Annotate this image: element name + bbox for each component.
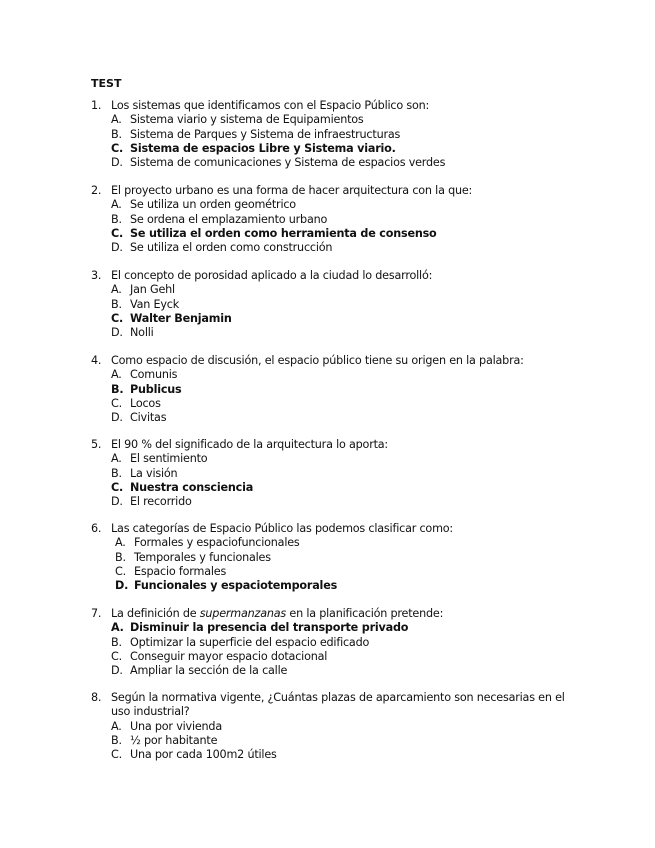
- question-number: 7.: [91, 607, 102, 620]
- option-letter: B.: [111, 127, 122, 141]
- option-letter: D.: [111, 495, 123, 509]
- option-d: [91, 411, 571, 425]
- option-letter: D.: [111, 326, 123, 340]
- options-list: [91, 621, 571, 678]
- option-b: [91, 298, 571, 312]
- option-text: Civitas: [130, 411, 167, 425]
- option-d: [91, 326, 571, 340]
- option-letter: D.: [111, 241, 123, 255]
- question-7: [91, 607, 571, 678]
- option-text: Nuestra consciencia: [130, 480, 254, 494]
- option-c: [95, 565, 571, 579]
- option-text: Se ordena el emplazamiento urbano: [130, 212, 328, 226]
- question-1: [91, 99, 571, 170]
- option-letter: B.: [111, 734, 122, 748]
- option-letter: B.: [115, 550, 126, 564]
- option-c-correct: [91, 142, 571, 156]
- option-d: [91, 241, 571, 255]
- option-letter: B.: [111, 382, 124, 396]
- option-text: Sistema viario y sistema de Equipamientos: [130, 113, 364, 127]
- option-letter: A.: [111, 621, 124, 635]
- options-list: [91, 283, 571, 340]
- option-b-correct: [91, 383, 571, 397]
- question-6: [91, 522, 571, 593]
- option-text: Funcionales y espaciotemporales: [134, 579, 338, 593]
- option-a-correct: [91, 621, 571, 635]
- option-b: [91, 213, 571, 227]
- option-text: Conseguir mayor espacio dotacional: [130, 649, 328, 663]
- question-number: 6.: [91, 522, 102, 535]
- option-a: [91, 452, 571, 466]
- option-text: Publicus: [130, 382, 182, 396]
- option-letter: C.: [111, 141, 124, 155]
- option-a: [95, 536, 571, 550]
- option-d: [91, 156, 571, 170]
- option-letter: C.: [111, 311, 124, 325]
- option-text: Se utiliza el orden como construcción: [130, 241, 333, 255]
- option-text: Una por cada 100m2 útiles: [130, 748, 277, 762]
- option-text: Sistema de espacios Libre y Sistema viario.: [130, 141, 396, 155]
- option-letter: D.: [115, 579, 129, 593]
- options-list: [91, 720, 571, 763]
- question-text: Como espacio de discusión, el espacio público tiene su origen en la palabra:: [111, 354, 524, 367]
- option-letter: C.: [111, 396, 122, 410]
- option-a: [91, 720, 571, 734]
- option-b: [91, 636, 571, 650]
- option-text: Ampliar la sección de la calle: [130, 664, 288, 678]
- option-letter: A.: [111, 719, 122, 733]
- option-text: Se utiliza un orden geométrico: [130, 198, 296, 212]
- options-list: [91, 113, 571, 170]
- option-d-correct: [95, 579, 571, 593]
- option-c: [91, 748, 571, 762]
- option-a: [91, 198, 571, 212]
- option-letter: B.: [111, 466, 122, 480]
- option-d: [91, 495, 571, 509]
- option-c-correct: [91, 312, 571, 326]
- question-text-italic: supermanzanas: [199, 607, 287, 620]
- option-letter: A.: [111, 113, 122, 127]
- option-text: Optimizar la superficie del espacio edificado: [130, 635, 370, 649]
- option-letter: D.: [111, 156, 123, 170]
- option-letter: D.: [111, 411, 123, 425]
- question-text: El concepto de porosidad aplicado a la ciudad lo desarrolló:: [111, 269, 433, 282]
- option-letter: C.: [111, 649, 122, 663]
- option-text: Temporales y funcionales: [134, 550, 271, 564]
- option-letter: C.: [111, 226, 124, 240]
- option-letter: A.: [115, 536, 126, 550]
- document-title: TEST: [91, 77, 122, 90]
- question-text: Las categorías de Espacio Público las podemos clasificar como:: [111, 522, 453, 535]
- option-text: Disminuir la presencia del transporte privado: [130, 621, 409, 635]
- option-c-correct: [91, 227, 571, 241]
- option-text: Una por vivienda: [130, 719, 222, 733]
- question-number: 4.: [91, 354, 102, 367]
- option-letter: C.: [111, 480, 124, 494]
- option-letter: B.: [111, 635, 122, 649]
- question-5: [91, 438, 571, 509]
- option-b: [91, 734, 571, 748]
- option-c: [91, 397, 571, 411]
- option-text: ½ por habitante: [130, 734, 218, 748]
- question-2: [91, 184, 571, 255]
- option-text: Se utiliza el orden como herramienta de consenso: [130, 226, 437, 240]
- option-text: Espacio formales: [134, 564, 227, 578]
- option-text: Walter Benjamin: [130, 311, 232, 325]
- question-number: 1.: [91, 99, 102, 112]
- option-letter: A.: [111, 198, 122, 212]
- option-a: [91, 113, 571, 127]
- option-letter: A.: [111, 283, 122, 297]
- question-number: 2.: [91, 184, 102, 197]
- option-c-correct: [91, 481, 571, 495]
- options-list: [91, 452, 571, 509]
- option-a: [91, 283, 571, 297]
- question-number: 3.: [91, 269, 102, 282]
- option-letter: B.: [111, 297, 122, 311]
- option-text: Sistema de comunicaciones y Sistema de espacios verdes: [130, 156, 446, 170]
- question-4: [91, 354, 571, 425]
- option-letter: A.: [111, 452, 122, 466]
- option-text: Formales y espaciofuncionales: [134, 536, 300, 550]
- options-list: [91, 198, 571, 255]
- option-text: Nolli: [130, 326, 154, 340]
- question-8: [91, 691, 571, 762]
- question-number: 5.: [91, 438, 102, 451]
- option-c: [91, 650, 571, 664]
- question-text: El proyecto urbano es una forma de hacer arquitectura con la que:: [111, 184, 473, 197]
- options-list: [91, 536, 571, 593]
- question-text: El 90 % del significado de la arquitectura lo aporta:: [111, 438, 389, 451]
- option-text: El recorrido: [130, 495, 192, 509]
- question-3: [91, 269, 571, 340]
- option-text: La visión: [130, 466, 178, 480]
- option-letter: D.: [111, 664, 123, 678]
- option-b: [91, 467, 571, 481]
- option-b: [95, 551, 571, 565]
- option-text: Sistema de Parques y Sistema de infraestructuras: [130, 127, 401, 141]
- option-text: Van Eyck: [130, 297, 180, 311]
- option-text: El sentimiento: [130, 452, 208, 466]
- option-text: Jan Gehl: [130, 283, 175, 297]
- option-letter: C.: [111, 748, 122, 762]
- question-text-after: en la planificación pretende:: [286, 607, 444, 620]
- question-text: [111, 607, 571, 621]
- question-text-before: La definición de: [111, 607, 200, 620]
- option-b: [91, 128, 571, 142]
- options-list: [91, 368, 571, 425]
- option-text: Comunis: [130, 368, 178, 382]
- option-letter: A.: [111, 368, 122, 382]
- option-d: [91, 664, 571, 678]
- option-text: Locos: [130, 396, 161, 410]
- question-text: Los sistemas que identificamos con el Espacio Público son:: [111, 99, 430, 112]
- option-letter: C.: [115, 564, 126, 578]
- option-a: [91, 368, 571, 382]
- option-letter: B.: [111, 212, 122, 226]
- question-number: 8.: [91, 691, 102, 704]
- question-text: Según la normativa vigente, ¿Cuántas plazas de aparcamiento son necesarias en el uso industrial?: [111, 691, 565, 719]
